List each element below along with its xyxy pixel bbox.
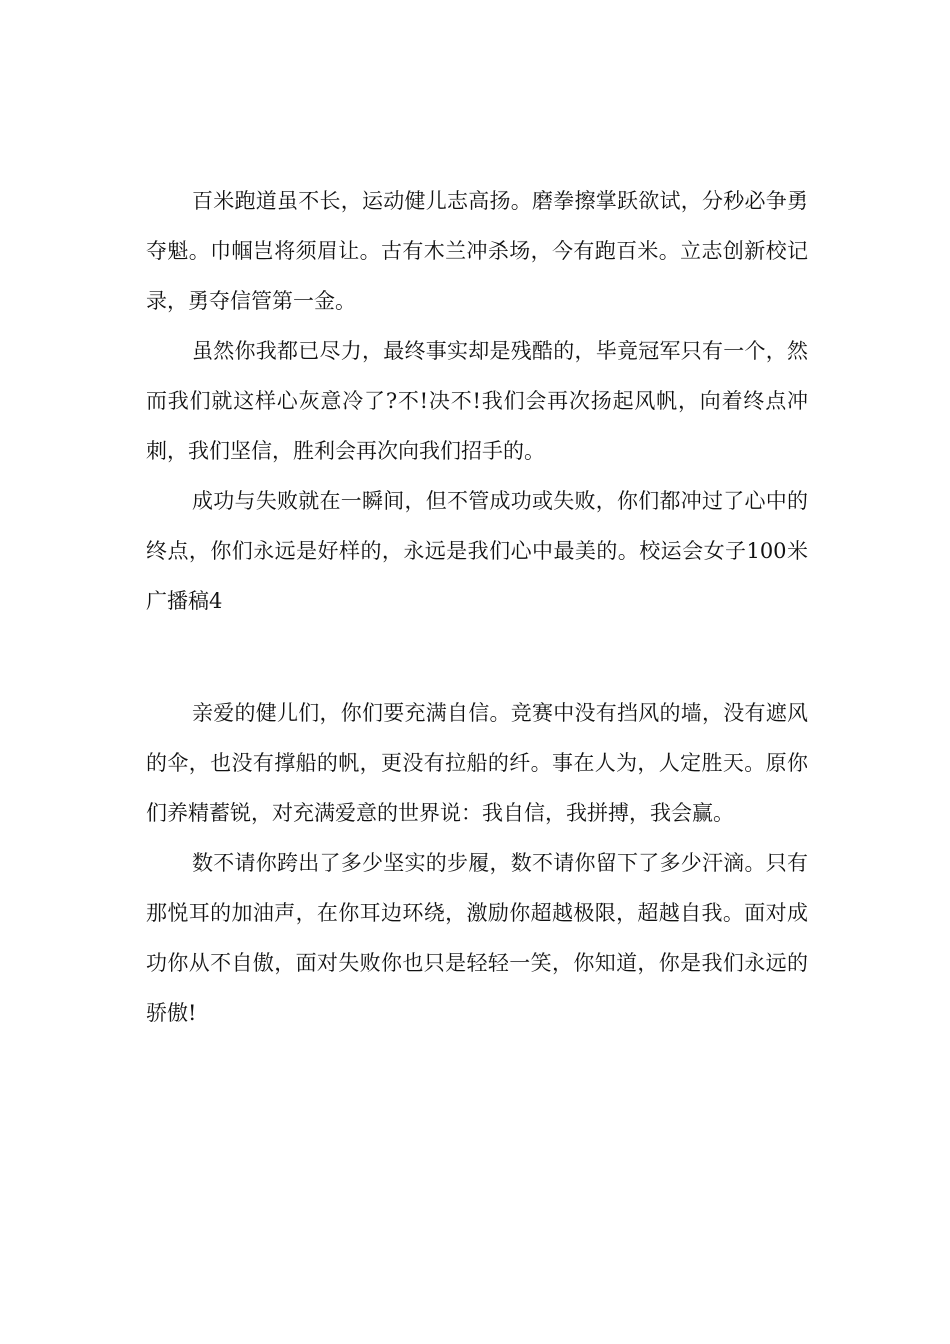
section-gap bbox=[146, 626, 808, 688]
paragraph: 虽然你我都已尽力，最终事实却是残酷的，毕竟冠军只有一个，然而我们就这样心灰意冷了?不!决不!我们会再次扬起风帆，向着终点冲刺，我们坚信，胜利会再次向我们招手的。 bbox=[146, 339, 808, 463]
document-body bbox=[146, 176, 808, 1038]
paragraph: 数不请你跨出了多少坚实的步履，数不请你留下了多少汗滴。只有那悦耳的加油声，在你耳边环绕，激励你超越极限，超越自我。面对成功你从不自傲，面对失败你也只是轻轻一笑，你知道，你是我们永远的骄傲! bbox=[146, 851, 808, 1025]
paragraph: 成功与失败就在一瞬间，但不管成功或失败，你们都冲过了心中的终点，你们永远是好样的，永远是我们心中最美的。校运会女子100米广播稿4 bbox=[146, 489, 808, 613]
paragraph: 百米跑道虽不长，运动健儿志高扬。磨拳擦掌跃欲试，分秒必争勇夺魁。巾帼岂将须眉让。古有木兰冲杀场，今有跑百米。立志创新校记录，勇夺信管第一金。 bbox=[146, 189, 808, 313]
paragraph: 亲爱的健儿们，你们要充满自信。竞赛中没有挡风的墙，没有遮风的伞，也没有撑船的帆，更没有拉船的纤。事在人为，人定胜天。原你们养精蓄锐，对充满爱意的世界说：我自信，我拼搏，我会赢。 bbox=[146, 701, 808, 825]
